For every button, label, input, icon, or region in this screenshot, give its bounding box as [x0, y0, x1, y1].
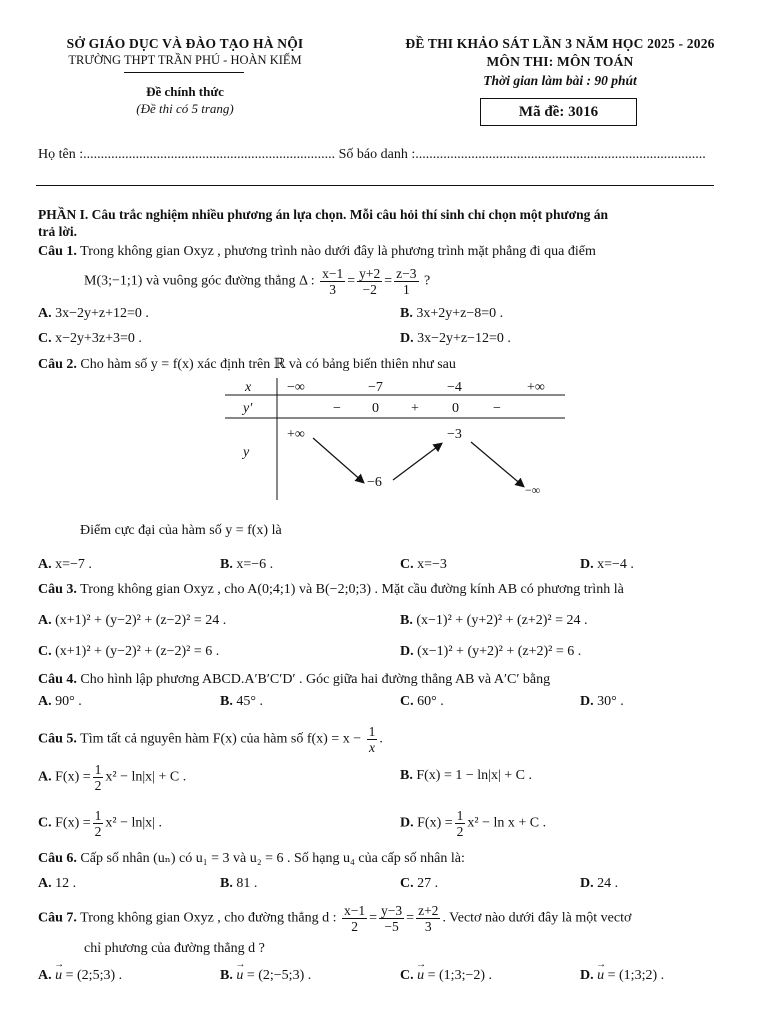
option-text: 3x−2y+z−12=0 .: [417, 331, 511, 346]
q6-option-b[interactable]: [220, 876, 257, 892]
option-text: 12 .: [55, 876, 77, 891]
section-title: PHẦN I. Câu trắc nghiệm nhiều phương án lựa chọn. Mỗi câu hỏi thí sinh chỉ chọn một phương án: [38, 207, 608, 222]
q6-option-a[interactable]: [38, 876, 76, 892]
option-text: F(x) =: [55, 815, 91, 831]
fraction: [357, 266, 382, 297]
denominator: x: [368, 740, 375, 755]
department-name: SỞ GIÁO DỤC VÀ ĐÀO TẠO HÀ NỘI: [66, 36, 304, 51]
option-text: 60° .: [417, 694, 444, 709]
q4-option-c[interactable]: [400, 694, 444, 710]
table-sign: 0: [452, 401, 459, 416]
q4-option-a[interactable]: [38, 694, 82, 710]
denominator: −5: [384, 919, 399, 934]
decrease-arrow: [313, 438, 363, 482]
option-text: F(x) = 1 − ln|x| + C .: [416, 768, 532, 783]
q1-option-d[interactable]: [400, 331, 511, 347]
q2-option-b[interactable]: [220, 557, 273, 573]
exam-title: ĐỀ THI KHẢO SÁT LẦN 3 NĂM HỌC 2025 - 2026: [405, 36, 715, 51]
fraction: [394, 266, 418, 297]
q2-option-c[interactable]: [400, 557, 447, 573]
option-label: A.: [38, 876, 52, 891]
fraction: [93, 762, 104, 793]
table-x-val: +∞: [527, 380, 545, 395]
period: .: [379, 731, 383, 747]
q4-option-d[interactable]: [580, 694, 624, 710]
header-rule: [36, 185, 714, 186]
option-label: D.: [580, 876, 594, 891]
option-label: B.: [400, 306, 413, 321]
equals: =: [384, 273, 393, 289]
variation-table: [225, 378, 565, 503]
option-text: (x+1)² + (y−2)² + (z−2)² = 24 .: [55, 613, 227, 628]
numerator: 1: [94, 762, 102, 777]
numerator: z−3: [396, 266, 417, 281]
option-label: C.: [38, 644, 52, 659]
option-label: B.: [220, 557, 233, 572]
option-label: A.: [38, 769, 52, 785]
denominator: 2: [94, 778, 102, 793]
name-label: Họ tên :: [38, 147, 84, 162]
option-label: D.: [580, 968, 594, 983]
option-label: A.: [38, 557, 52, 572]
exam-code-box: Mã đề: 3016: [480, 98, 637, 126]
q3-option-c[interactable]: [38, 644, 219, 660]
option-label: A.: [38, 613, 52, 628]
option-label: C.: [38, 815, 52, 831]
table-x-val: −∞: [287, 380, 305, 395]
table-sign: −: [333, 401, 341, 416]
question-7: [38, 903, 631, 934]
numerator: z+2: [418, 903, 439, 918]
option-label: B.: [220, 968, 233, 983]
page-count: (Đề thi có 5 trang): [136, 101, 234, 116]
question-text: Tìm tất cả nguyên hàm F(x) của hàm số f(x) = x −: [80, 731, 362, 747]
increase-arrow: [393, 444, 441, 480]
q2-option-d[interactable]: [580, 557, 634, 573]
table-y-label: y: [243, 445, 250, 460]
fraction: [455, 808, 466, 839]
option-label: B.: [220, 694, 233, 709]
table-sign: −: [493, 401, 501, 416]
denominator: 2: [351, 919, 358, 934]
q5-option-a[interactable]: [38, 762, 186, 793]
numerator: 1: [368, 724, 376, 739]
q3-option-a[interactable]: [38, 613, 226, 629]
option-label: C.: [38, 331, 52, 346]
table-x-val: −4: [447, 380, 462, 395]
option-text: 3x−2y+z+12=0 .: [55, 306, 149, 321]
q3-option-d[interactable]: [400, 644, 581, 660]
option-label: B.: [400, 768, 413, 783]
subject: MÔN THI: MÔN TOÁN: [486, 54, 634, 69]
option-text: x−2y+3z+3=0 .: [55, 331, 142, 346]
fraction: [367, 724, 378, 755]
option-text: x² − ln x + C .: [467, 815, 547, 831]
q1-option-c[interactable]: [38, 331, 142, 347]
option-label: B.: [220, 876, 233, 891]
equals: =: [347, 273, 356, 289]
question-text: Cho hàm số y = f(x) xác định trên ℝ và có bảng biến thiên như sau: [80, 357, 456, 372]
option-label: D.: [580, 557, 594, 572]
q5-option-c[interactable]: [38, 808, 162, 839]
question-number: Câu 5.: [38, 731, 77, 747]
question-text: Cho hình lập phương ABCD.A′B′C′D′ . Góc giữa hai đường thẳng AB và A′C′ bằng: [80, 672, 551, 687]
option-text: (x+1)² + (y−2)² + (z−2)² = 6 .: [55, 644, 220, 659]
table-yprime-label: y′: [243, 401, 253, 416]
school-name: TRƯỜNG THPT TRẦN PHÚ - HOÀN KIẾM: [68, 53, 302, 67]
numerator: x−1: [322, 266, 344, 281]
option-text: 45° .: [236, 694, 263, 709]
name-line: [38, 147, 706, 163]
numerator: y−3: [381, 903, 403, 918]
option-text: x=−4 .: [597, 557, 634, 572]
question-5: [38, 724, 383, 755]
option-text: x² − ln|x| + C .: [105, 769, 187, 785]
vector-symbol: → u: [417, 968, 424, 984]
option-label: C.: [400, 557, 414, 572]
numerator: 1: [94, 808, 102, 823]
q3-option-b[interactable]: [400, 613, 588, 629]
table-y-val: −∞: [525, 483, 541, 497]
option-label: B.: [400, 613, 413, 628]
equals: =: [369, 910, 378, 926]
exam-time: Thời gian làm bài : 90 phút: [483, 73, 637, 88]
option-text: 3x+2y+z−8=0 .: [416, 306, 504, 321]
option-label: D.: [400, 815, 414, 831]
official-label: Đề chính thức: [146, 84, 224, 99]
numerator: y+2: [359, 266, 381, 281]
question-mark: ?: [424, 273, 431, 289]
q2-option-a[interactable]: [38, 557, 92, 573]
fraction: [320, 266, 345, 297]
denominator: −2: [362, 282, 377, 297]
question-2-prompt: Điểm cực đại của hàm số y = f(x) là: [80, 523, 282, 538]
option-text: 27 .: [417, 876, 439, 891]
fraction: [342, 903, 367, 934]
option-label: D.: [580, 694, 594, 709]
question-1: [38, 244, 596, 260]
id-label: Số báo danh :: [338, 147, 416, 162]
option-text: F(x) =: [417, 815, 453, 831]
id-dots: ...................................................................................: [415, 147, 706, 162]
question-text: Trong không gian Oxyz , cho A(0;4;1) và B(−2;0;3) . Mặt cầu đường kính AB có phương trình là: [80, 582, 624, 597]
fraction: [93, 808, 104, 839]
question-1-line2: [84, 266, 430, 297]
option-text: 30° .: [597, 694, 624, 709]
question-text-2: M(3;−1;1) và vuông góc đường thẳng Δ :: [84, 273, 315, 289]
table-y-val: −3: [447, 427, 462, 442]
question-number: Câu 4.: [38, 672, 77, 687]
table-y-val: +∞: [287, 427, 305, 442]
q7-option-b[interactable]: [220, 968, 311, 984]
option-text: (x−1)² + (y+2)² + (z+2)² = 24 .: [416, 613, 588, 628]
numerator: 1: [456, 808, 464, 823]
q5-option-b[interactable]: [400, 768, 532, 784]
question-number: Câu 1.: [38, 244, 77, 259]
table-sign: 0: [372, 401, 379, 416]
vector-symbol: → u: [55, 968, 62, 984]
table-x-val: −7: [368, 380, 383, 395]
option-text: 81 .: [236, 876, 258, 891]
option-text: (x−1)² + (y+2)² + (z+2)² = 6 .: [417, 644, 582, 659]
option-text: 90° .: [55, 694, 82, 709]
q7-option-a[interactable]: [38, 968, 122, 984]
q7-option-c[interactable]: [400, 968, 492, 984]
option-text: F(x) =: [55, 769, 91, 785]
question-number: Câu 7.: [38, 910, 77, 926]
option-text: = (2;−5;3) .: [246, 968, 312, 983]
question-text: Cấp số nhân (uₙ) có u₁ = 3 và u₂ = 6 . Số hạng u₄ của cấp số nhân là:: [80, 851, 465, 866]
q1-option-b[interactable]: [400, 306, 503, 322]
header-divider: [124, 72, 244, 73]
option-label: C.: [400, 876, 414, 891]
option-label: A.: [38, 968, 52, 983]
option-text: x=−6 .: [236, 557, 274, 572]
section-title-2: trả lời.: [38, 224, 77, 239]
table-x-label: x: [245, 380, 252, 395]
denominator: 3: [329, 282, 337, 297]
option-text: x² − ln|x| .: [105, 815, 162, 831]
option-label: D.: [400, 644, 414, 659]
denominator: 2: [456, 824, 464, 839]
option-label: D.: [400, 331, 414, 346]
q6-option-c[interactable]: [400, 876, 438, 892]
question-number: Câu 2.: [38, 357, 77, 372]
question-text-end: . Vectơ nào dưới đây là một vectơ: [442, 910, 632, 926]
vector-symbol: → u: [236, 968, 243, 984]
question-number: Câu 6.: [38, 851, 77, 866]
question-number: Câu 3.: [38, 582, 77, 597]
question-text: Trong không gian Oxyz , phương trình nào dưới đây là phương trình mặt phẳng đi qua điểm: [80, 244, 596, 259]
option-label: A.: [38, 694, 52, 709]
question-3: [38, 582, 624, 598]
q4-option-b[interactable]: [220, 694, 263, 710]
decrease-arrow: [471, 442, 523, 486]
fraction: [379, 903, 404, 934]
question-text: Trong không gian Oxyz , cho đường thẳng d :: [80, 910, 337, 926]
numerator: x−1: [344, 903, 366, 918]
table-y-val: −6: [367, 475, 382, 490]
option-text: = (1;3;2) .: [607, 968, 665, 983]
fraction: [416, 903, 440, 934]
q6-option-d[interactable]: [580, 876, 618, 892]
q7-option-d[interactable]: [580, 968, 664, 984]
equals: =: [406, 910, 415, 926]
option-text: = (2;5;3) .: [65, 968, 123, 983]
denominator: 3: [424, 919, 432, 934]
q1-option-a[interactable]: [38, 306, 149, 322]
vector-symbol: → u: [597, 968, 604, 984]
denominator: 2: [94, 824, 102, 839]
name-dots: ........................................................................: [83, 147, 336, 162]
option-text: x=−7 .: [55, 557, 92, 572]
option-label: C.: [400, 694, 414, 709]
question-6: [38, 850, 465, 867]
question-7-line2: chỉ phương của đường thẳng d ?: [84, 941, 265, 956]
table-sign: +: [411, 401, 419, 416]
option-text: 24 .: [597, 876, 619, 891]
question-4: [38, 672, 550, 688]
q5-option-d[interactable]: [400, 808, 546, 839]
option-label: C.: [400, 968, 414, 983]
denominator: 1: [402, 282, 410, 297]
question-2: [38, 356, 456, 373]
option-text: = (1;3;−2) .: [427, 968, 493, 983]
option-text: x=−3: [417, 557, 447, 572]
option-label: A.: [38, 306, 52, 321]
